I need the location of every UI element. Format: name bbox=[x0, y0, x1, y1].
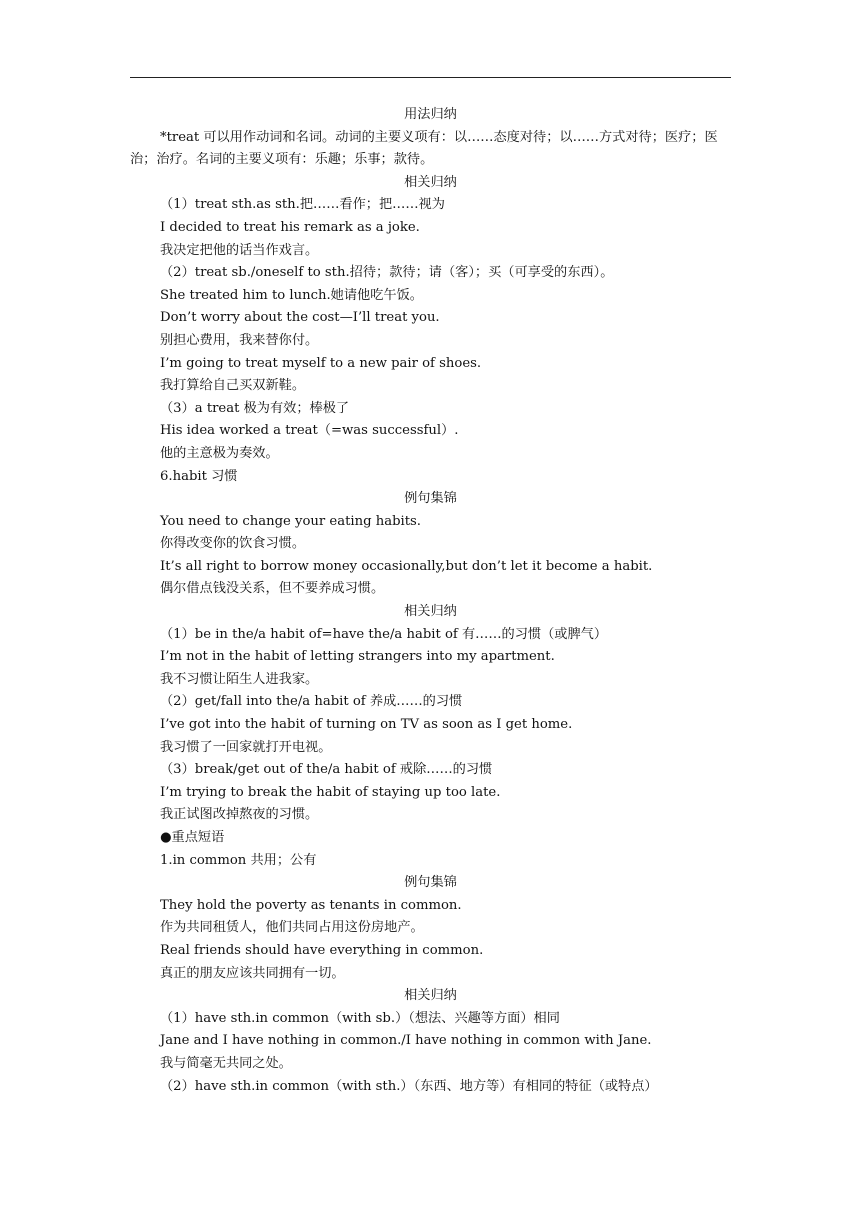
text-line: 作为共同租赁人，他们共同占用这份房地产。 bbox=[160, 920, 424, 936]
section-heading: 相关归纳 bbox=[404, 604, 457, 620]
section-heading: 用法归纳 bbox=[404, 107, 457, 122]
text-line: 我打算给自己买双新鞋。 bbox=[160, 378, 306, 394]
text-line: 我正试图改掉熬夜的习惯。 bbox=[160, 807, 319, 823]
text-line: （2）treat sb./oneself to sth.招待；款待；请（客）；买（可享受的东西）。 bbox=[160, 265, 614, 281]
text-line: His idea worked a treat（=was successful）. bbox=[160, 423, 459, 439]
text-line: （1）have sth.in common（with sb.）（想法、兴趣等方面）相同 bbox=[160, 1010, 560, 1026]
text-line: You need to change your eating habits. bbox=[160, 513, 421, 529]
text-line: （1）treat sth.as sth.把……看作；把……视为 bbox=[160, 197, 445, 213]
text-line: （2）have sth.in common（with sth.）（东西、地方等）有相同的特征（或特点） bbox=[160, 1078, 658, 1094]
header-rule bbox=[130, 77, 731, 78]
text-line: Real friends should have everything in common. bbox=[160, 942, 484, 958]
text-line: I decided to treat his remark as a joke. bbox=[160, 219, 420, 235]
document-body bbox=[130, 104, 731, 1098]
text-line: I’ve got into the habit of turning on TV as soon as I get home. bbox=[160, 717, 573, 733]
text-line: Don’t worry about the cost—I’ll treat you. bbox=[160, 310, 440, 326]
text-line: ●重点短语 bbox=[160, 830, 225, 845]
text-line: 别担心费用，我来替你付。 bbox=[160, 332, 319, 348]
text-line: 偶尔借点钱没关系，但不要养成习惯。 bbox=[160, 581, 385, 597]
section-heading: 例句集锦 bbox=[404, 875, 457, 891]
text-line: 1.in common 共用；公有 bbox=[160, 852, 317, 868]
text-line: 6.habit 习惯 bbox=[160, 468, 238, 484]
section-heading: 相关归纳 bbox=[404, 174, 457, 190]
text-line: （1）be in the/a habit of=have the/a habit of 有……的习惯（或脾气） bbox=[160, 626, 608, 642]
text-line: I’m not in the habit of letting strangers into my apartment. bbox=[160, 649, 555, 665]
text-line: It’s all right to borrow money occasionally,but don’t let it become a habit. bbox=[160, 558, 653, 574]
text-line: 我习惯了一回家就打开电视。 bbox=[160, 739, 332, 755]
text-line: She treated him to lunch.她请他吃午饭。 bbox=[160, 287, 423, 303]
text-line: I’m trying to break the habit of staying up too late. bbox=[160, 784, 501, 800]
text-line: 你得改变你的饮食习惯。 bbox=[160, 536, 306, 552]
text-line: 我决定把他的话当作戏言。 bbox=[160, 242, 319, 258]
text-line: 我与简毫无共同之处。 bbox=[160, 1055, 292, 1071]
text-line: （2）get/fall into the/a habit of 养成……的习惯 bbox=[160, 694, 463, 710]
text-line: I’m going to treat myself to a new pair of shoes. bbox=[160, 355, 482, 371]
text-line: 他的主意极为奏效。 bbox=[160, 445, 279, 461]
text-line: Jane and I have nothing in common./I have nothing in common with Jane. bbox=[160, 1033, 652, 1049]
text-line: *treat 可以用作动词和名词。动词的主要义项有：以……态度对待；以……方式对待；医疗；医治；治疗。名词的主要义项有：乐趣；乐事；款待。 bbox=[130, 129, 718, 168]
section-heading: 相关归纳 bbox=[404, 988, 457, 1004]
text-line: 我不习惯让陌生人进我家。 bbox=[160, 671, 319, 687]
text-line: 真正的朋友应该共同拥有一切。 bbox=[160, 965, 345, 981]
text-line: （3）a treat 极为有效；棒极了 bbox=[160, 400, 350, 416]
section-heading: 例句集锦 bbox=[404, 491, 457, 507]
text-line: （3）break/get out of the/a habit of 戒除……的习惯 bbox=[160, 762, 493, 778]
text-line: They hold the poverty as tenants in common. bbox=[160, 897, 462, 913]
